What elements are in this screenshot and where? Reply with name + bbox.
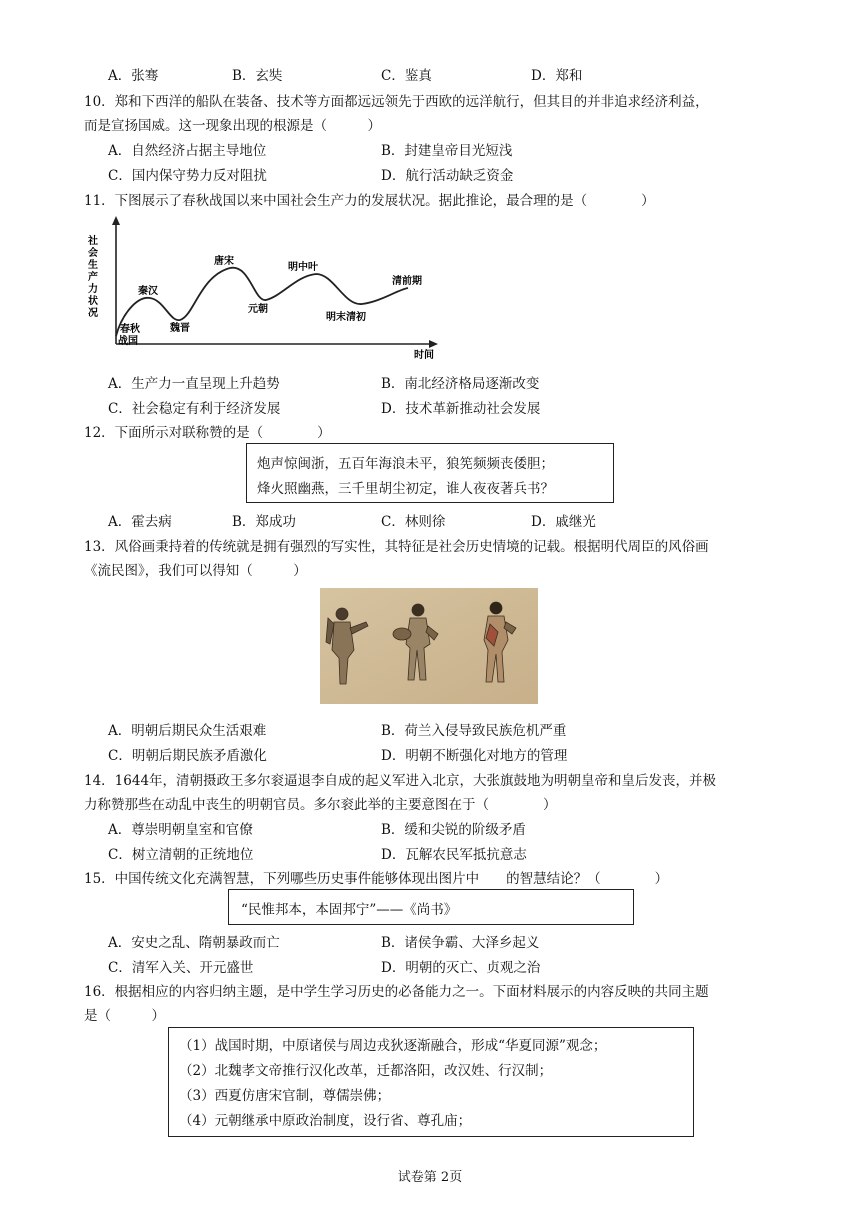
couplet-box xyxy=(246,443,614,503)
label-yuan: 元朝 xyxy=(248,304,268,315)
q13-option-a: A．明朝后期民众生活艰难 xyxy=(108,723,267,739)
q14-option-a: A．尊崇明朝皇室和官僚 xyxy=(108,822,253,838)
q12-option-d: D．戚继光 xyxy=(531,514,596,530)
q11-stem: 11．下图展示了春秋战国以来中国社会生产力的发展状况。据此推论，最合理的是（ ） xyxy=(84,193,655,209)
q16-stem-line1: 16．根据相应的内容归纳主题，是中学生学习历史的必备能力之一。下面材料展示的内容反映的共同主题 xyxy=(84,984,709,1000)
q14-option-c: C．树立清朝的正统地位 xyxy=(108,847,254,863)
label-mingzhongye: 明中叶 xyxy=(288,262,318,273)
y-axis-label-char: 会 xyxy=(88,248,98,259)
q10-option-c: C．国内保守势力反对阻扰 xyxy=(108,168,267,184)
q12-option-c: C．林则徐 xyxy=(381,514,446,530)
q10-option-b: B．封建皇帝目光短浅 xyxy=(381,143,513,159)
material-item-4: （4）元朝继承中原政治制度，设行省、尊孔庙； xyxy=(179,1113,472,1129)
couplet-line-1: 炮声惊闽浙，五百年海浪未平，狼筅频频丧倭胆； xyxy=(257,456,554,472)
material-item-2: （2）北魏孝文帝推行汉化改革，迁都洛阳，改汉姓、行汉制； xyxy=(179,1063,553,1079)
label-mingmoqingchu: 明末清初 xyxy=(326,312,366,323)
q15-option-b: B．诸侯争霸、大泽乡起义 xyxy=(381,935,540,951)
q13-stem-line2: 《流民图》，我们可以得知（ ） xyxy=(84,563,307,579)
shangshu-quote: “民惟邦本，本固邦宁”——《尚书》 xyxy=(241,902,458,918)
page-footer: 试卷第 2页 xyxy=(397,1170,463,1185)
label-chunqiu: 春秋战国 xyxy=(118,324,140,347)
label-tangsong: 唐宋 xyxy=(214,256,234,267)
y-axis-label-char: 况 xyxy=(88,308,98,319)
productivity-curve-chart xyxy=(82,214,442,362)
y-axis-label-char: 力 xyxy=(88,284,98,295)
q11-option-a: A．生产力一直呈现上升趋势 xyxy=(108,376,280,392)
q13-option-b: B．荷兰入侵导致民族危机严重 xyxy=(381,723,567,739)
y-axis-label-char: 产 xyxy=(88,272,98,283)
q15-option-d: D．明朝的灭亡、贞观之治 xyxy=(381,960,541,976)
q12-stem: 12．下面所示对联称赞的是（ ） xyxy=(84,425,331,441)
q9-option-d: D．郑和 xyxy=(531,68,583,84)
q13-option-d: D．明朝不断强化对地方的管理 xyxy=(381,748,568,764)
q9-option-c: C．鉴真 xyxy=(381,68,432,84)
label-weijin: 魏晋 xyxy=(170,323,190,334)
q12-option-a: A．霍去病 xyxy=(108,514,172,530)
q15-option-c: C．清军入关、开元盛世 xyxy=(108,960,254,976)
q13-stem-line1: 13．风俗画秉持着的传统就是拥有强烈的写实性，其特征是社会历史情境的记载。根据明代周臣的风俗画 xyxy=(84,539,709,555)
q11-option-b: B．南北经济格局逐渐改变 xyxy=(381,376,540,392)
q13-option-c: C．明朝后期民族矛盾激化 xyxy=(108,748,267,764)
material-box xyxy=(168,1027,694,1137)
q10-stem-line1: 10．郑和下西洋的船队在装备、技术等方面都远远领先于西欧的远洋航行，但其目的并非追求经济利益， xyxy=(84,94,709,110)
q9-option-b: B．玄奘 xyxy=(232,68,283,84)
q14-option-d: D．瓦解农民军抵抗意志 xyxy=(381,847,527,863)
y-axis-label-char: 生 xyxy=(88,260,98,271)
q11-option-c: C．社会稳定有利于经济发展 xyxy=(108,401,281,417)
couplet-line-2: 烽火照幽燕，三千里胡尘初定，谁人夜夜著兵书？ xyxy=(257,481,554,497)
label-qingqianqi: 清前期 xyxy=(392,276,422,287)
q9-option-a: A．张骞 xyxy=(108,68,159,84)
q10-option-d: D．航行活动缺乏资金 xyxy=(381,168,514,184)
y-axis-label-char: 社 xyxy=(88,236,98,247)
liumin-tu-painting xyxy=(320,588,538,704)
q14-option-b: B．缓和尖锐的阶级矛盾 xyxy=(381,822,526,838)
x-axis-arrow xyxy=(429,340,438,348)
material-item-1: （1）战国时期，中原诸侯与周边戎狄逐渐融合，形成“华夏同源”观念； xyxy=(179,1038,607,1054)
q12-option-b: B．郑成功 xyxy=(232,514,296,530)
y-axis-label xyxy=(87,234,98,319)
q15-stem: 15．中国传统文化充满智慧，下列哪些历史事件能够体现出图片中 的智慧结论？（ ） xyxy=(84,871,669,887)
q16-stem-line2: 是（ ） xyxy=(84,1008,165,1024)
y-axis-label-char: 状 xyxy=(88,296,98,307)
material-item-3: （3）西夏仿唐宋官制，尊儒崇佛； xyxy=(179,1088,391,1104)
productivity-curve xyxy=(116,268,408,336)
q10-stem-line2: 而是宣扬国威。这一现象出现的根源是（ ） xyxy=(84,118,381,134)
y-axis-arrow xyxy=(112,216,120,225)
label-qinhan: 秦汉 xyxy=(138,286,158,297)
q10-option-a: A．自然经济占据主导地位 xyxy=(108,143,267,159)
x-axis-label: 时间 xyxy=(414,350,434,361)
q14-stem-line1: 14．1644年，清朝摄政王多尔衮逼退李自成的起义军进入北京，大张旗鼓地为明朝皇帝和皇后发丧，并极 xyxy=(84,773,717,789)
q15-option-a: A．安史之乱、隋朝暴政而亡 xyxy=(108,935,280,951)
quote-box xyxy=(228,889,634,925)
q14-stem-line2: 力称赞那些在动乱中丧生的明朝官员。多尔衮此举的主要意图在于（ ） xyxy=(84,797,557,813)
q11-option-d: D．技术革新推动社会发展 xyxy=(381,401,541,417)
